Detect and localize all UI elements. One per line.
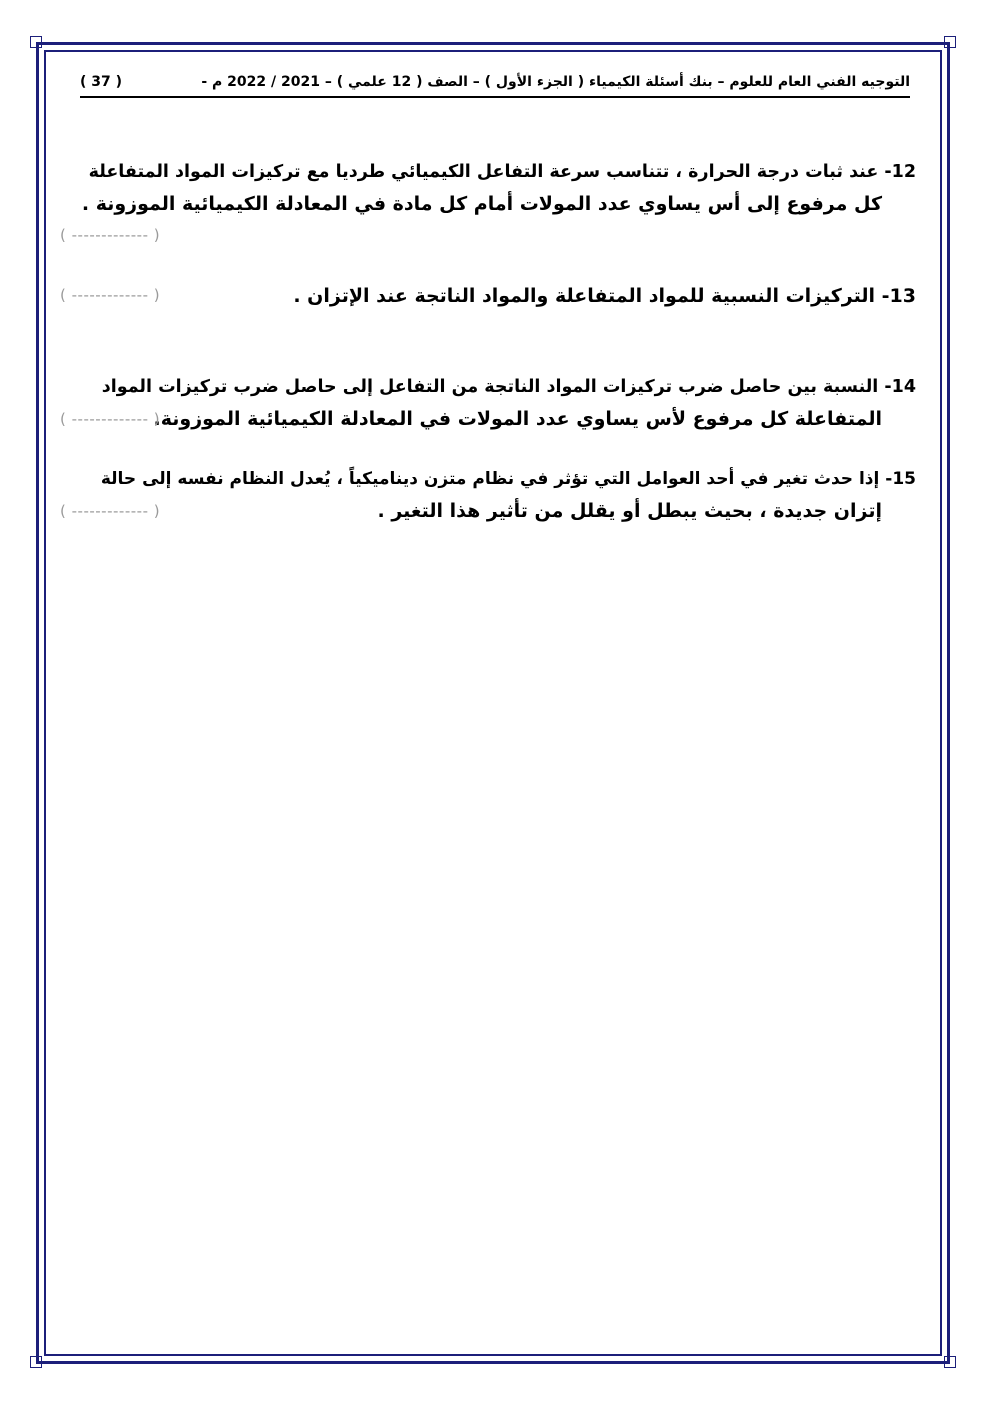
question-15-line-1 (101, 465, 916, 493)
corner-ornament (30, 1356, 42, 1368)
answer-blank-15[interactable]: ( ------------- ) (60, 502, 161, 520)
question-14-line-1 (102, 373, 916, 401)
answer-blank-12[interactable]: ( ------------- ) (60, 226, 161, 244)
corner-ornament (30, 36, 42, 48)
question-text: عند ثبات درجة الحرارة ، تتناسب سرعة التفاعل الكيميائي طرديا مع تركيزات المواد المتفاعلة (88, 162, 879, 182)
question-text: النسبة بين حاصل ضرب تركيزات المواد الناتجة من التفاعل إلى حاصل ضرب تركيزات المواد (101, 377, 879, 397)
header-title: التوجيه الفني العام للعلوم – بنك أسئلة الكيمياء ( الجزء الأول ) – الصف ( 12 علمي ) – 2021 / 2022 م - (201, 74, 910, 90)
question-number: 14- (884, 377, 916, 397)
question-13-line-1 (293, 282, 916, 310)
corner-ornament (944, 36, 956, 48)
question-number: 13- (881, 285, 916, 307)
question-text: التركيزات النسبية للمواد المتفاعلة والمواد الناتجة عند الإتزان . (293, 285, 876, 307)
page-border-inner (44, 50, 942, 1356)
answer-blank-13[interactable]: ( ------------- ) (60, 286, 161, 304)
question-14-line-2: المتفاعلة كل مرفوع لأس يساوي عدد المولات في المعادلة الكيميائية الموزونة. (153, 408, 882, 430)
question-number: 15- (885, 469, 916, 489)
page-number: ( 37 ) (80, 74, 123, 90)
question-number: 12- (884, 162, 916, 182)
question-15-line-2: إتزان جديدة ، بحيث يبطل أو يقلل من تأثير هذا التغير . (377, 500, 882, 522)
question-text: إذا حدث تغير في أحد العوامل التي تؤثر في نظام متزن ديناميكياً ، يُعدل النظام نفسه إلى حالة (100, 469, 880, 489)
question-12-line-2: كل مرفوع إلى أس يساوي عدد المولات أمام كل مادة في المعادلة الكيميائية الموزونة . (81, 193, 882, 215)
answer-blank-14[interactable]: ( ------------- ) (60, 410, 161, 428)
page-header (80, 70, 910, 98)
corner-ornament (944, 1356, 956, 1368)
question-12-line-1 (89, 158, 916, 186)
